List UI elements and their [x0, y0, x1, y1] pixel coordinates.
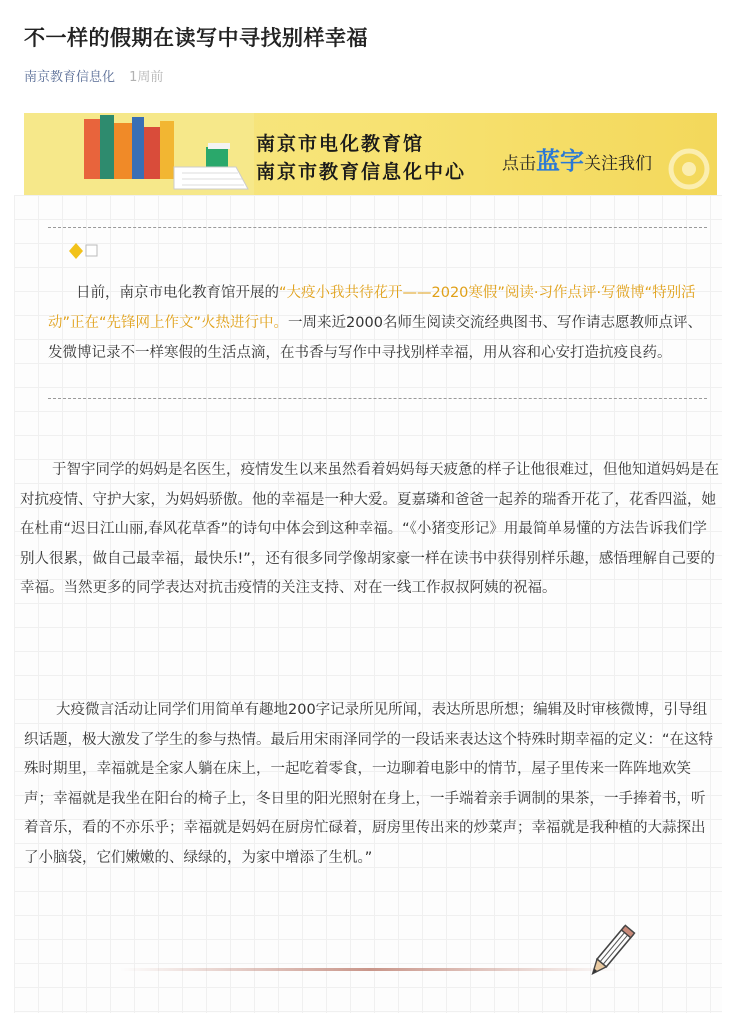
diamond-square-icon: [68, 242, 98, 260]
banner-line1: 南京市电化教育馆: [256, 133, 425, 155]
follow-blue-text: 蓝字: [536, 147, 584, 175]
footer-line: [120, 968, 620, 971]
intro-paragraph: [48, 278, 707, 368]
pencil-icon: [580, 922, 640, 984]
intro-end: 一周来近2000名师生阅读交流经典图书、写作请志愿教师点评、发微博记录不一样寒假的生活点滴，在书香与写作中寻找别样幸福，用从容和心安打造抗疫良药。: [48, 315, 702, 361]
divider-top: [48, 227, 707, 228]
banner-line2: 南京市教育信息化中心: [256, 161, 467, 183]
body-paragraph-1: 于智宇同学的妈妈是名医生，疫情发生以来虽然看着妈妈每天疲惫的样子让他很难过，但他知道妈妈是在对抗疫情、守护大家，为妈妈骄傲。他的幸福是一种大爱。夏嘉璘和爸爸一起养的瑞香开花了，花香四溢，她在杜甫“迟日江山丽,春风花草香”的诗句中体会到这种幸福。“《小猪变形记》用最简单易懂的方法告诉我们学别人很累，做自己最幸福，最快乐!”，还有很多同学像胡家豪一样在读书中获得别样乐趣，感悟理解自己要的幸福。当然更多的同学表达对抗击疫情的关注支持、对在一线工作叔叔阿姨的祝福。: [20, 462, 719, 596]
divider-bottom: [48, 398, 707, 399]
article-title: 不一样的假期在读写中寻找别样幸福: [24, 26, 368, 50]
body-paragraph-2: 大疫微言活动让同学们用简单有趣地200字记录所见所闻，表达所思所想；编辑及时审核微博，引导组织话题，极大激发了学生的参与热情。最后用宋雨泽同学的一段话来表达这个特殊时期幸福的定义：“在这特殊时期里，幸福就是全家人躺在床上，一起吃着零食，一边聊着电影中的情节，屋子里传来一阵阵地欢笑声；幸福就是我坐在阳台的椅子上，冬日里的阳光照射在身上，一手端着亲手调制的果茶，一手捧着书，听着音乐，看的不亦乐乎；幸福就是妈妈在厨房忙碌着，厨房里传出来的炒菜声；幸福就是我种植的大蒜探出了小脑袋，它们嫩嫩的、绿绿的，为家中增添了生机。”: [24, 702, 714, 866]
follow-prompt: [502, 141, 652, 176]
intro-start: 日前，南京市电化教育馆开展的: [76, 285, 279, 301]
article-meta: [24, 66, 163, 85]
intro-highlight: “大疫小我共待花开——2020寒假”阅读·习作点评·写微博“特别活动”正在“先锋网上作文”火热进行中。: [48, 285, 696, 331]
circle-deco-icon: [667, 147, 711, 191]
author-link[interactable]: 南京教育信息化: [24, 70, 116, 85]
follow-prefix: 点击: [502, 154, 536, 174]
follow-suffix: 关注我们: [584, 154, 652, 174]
banner-image: [24, 113, 717, 195]
publish-time: 1周前: [129, 70, 164, 85]
books-illustration-icon: [24, 113, 254, 195]
